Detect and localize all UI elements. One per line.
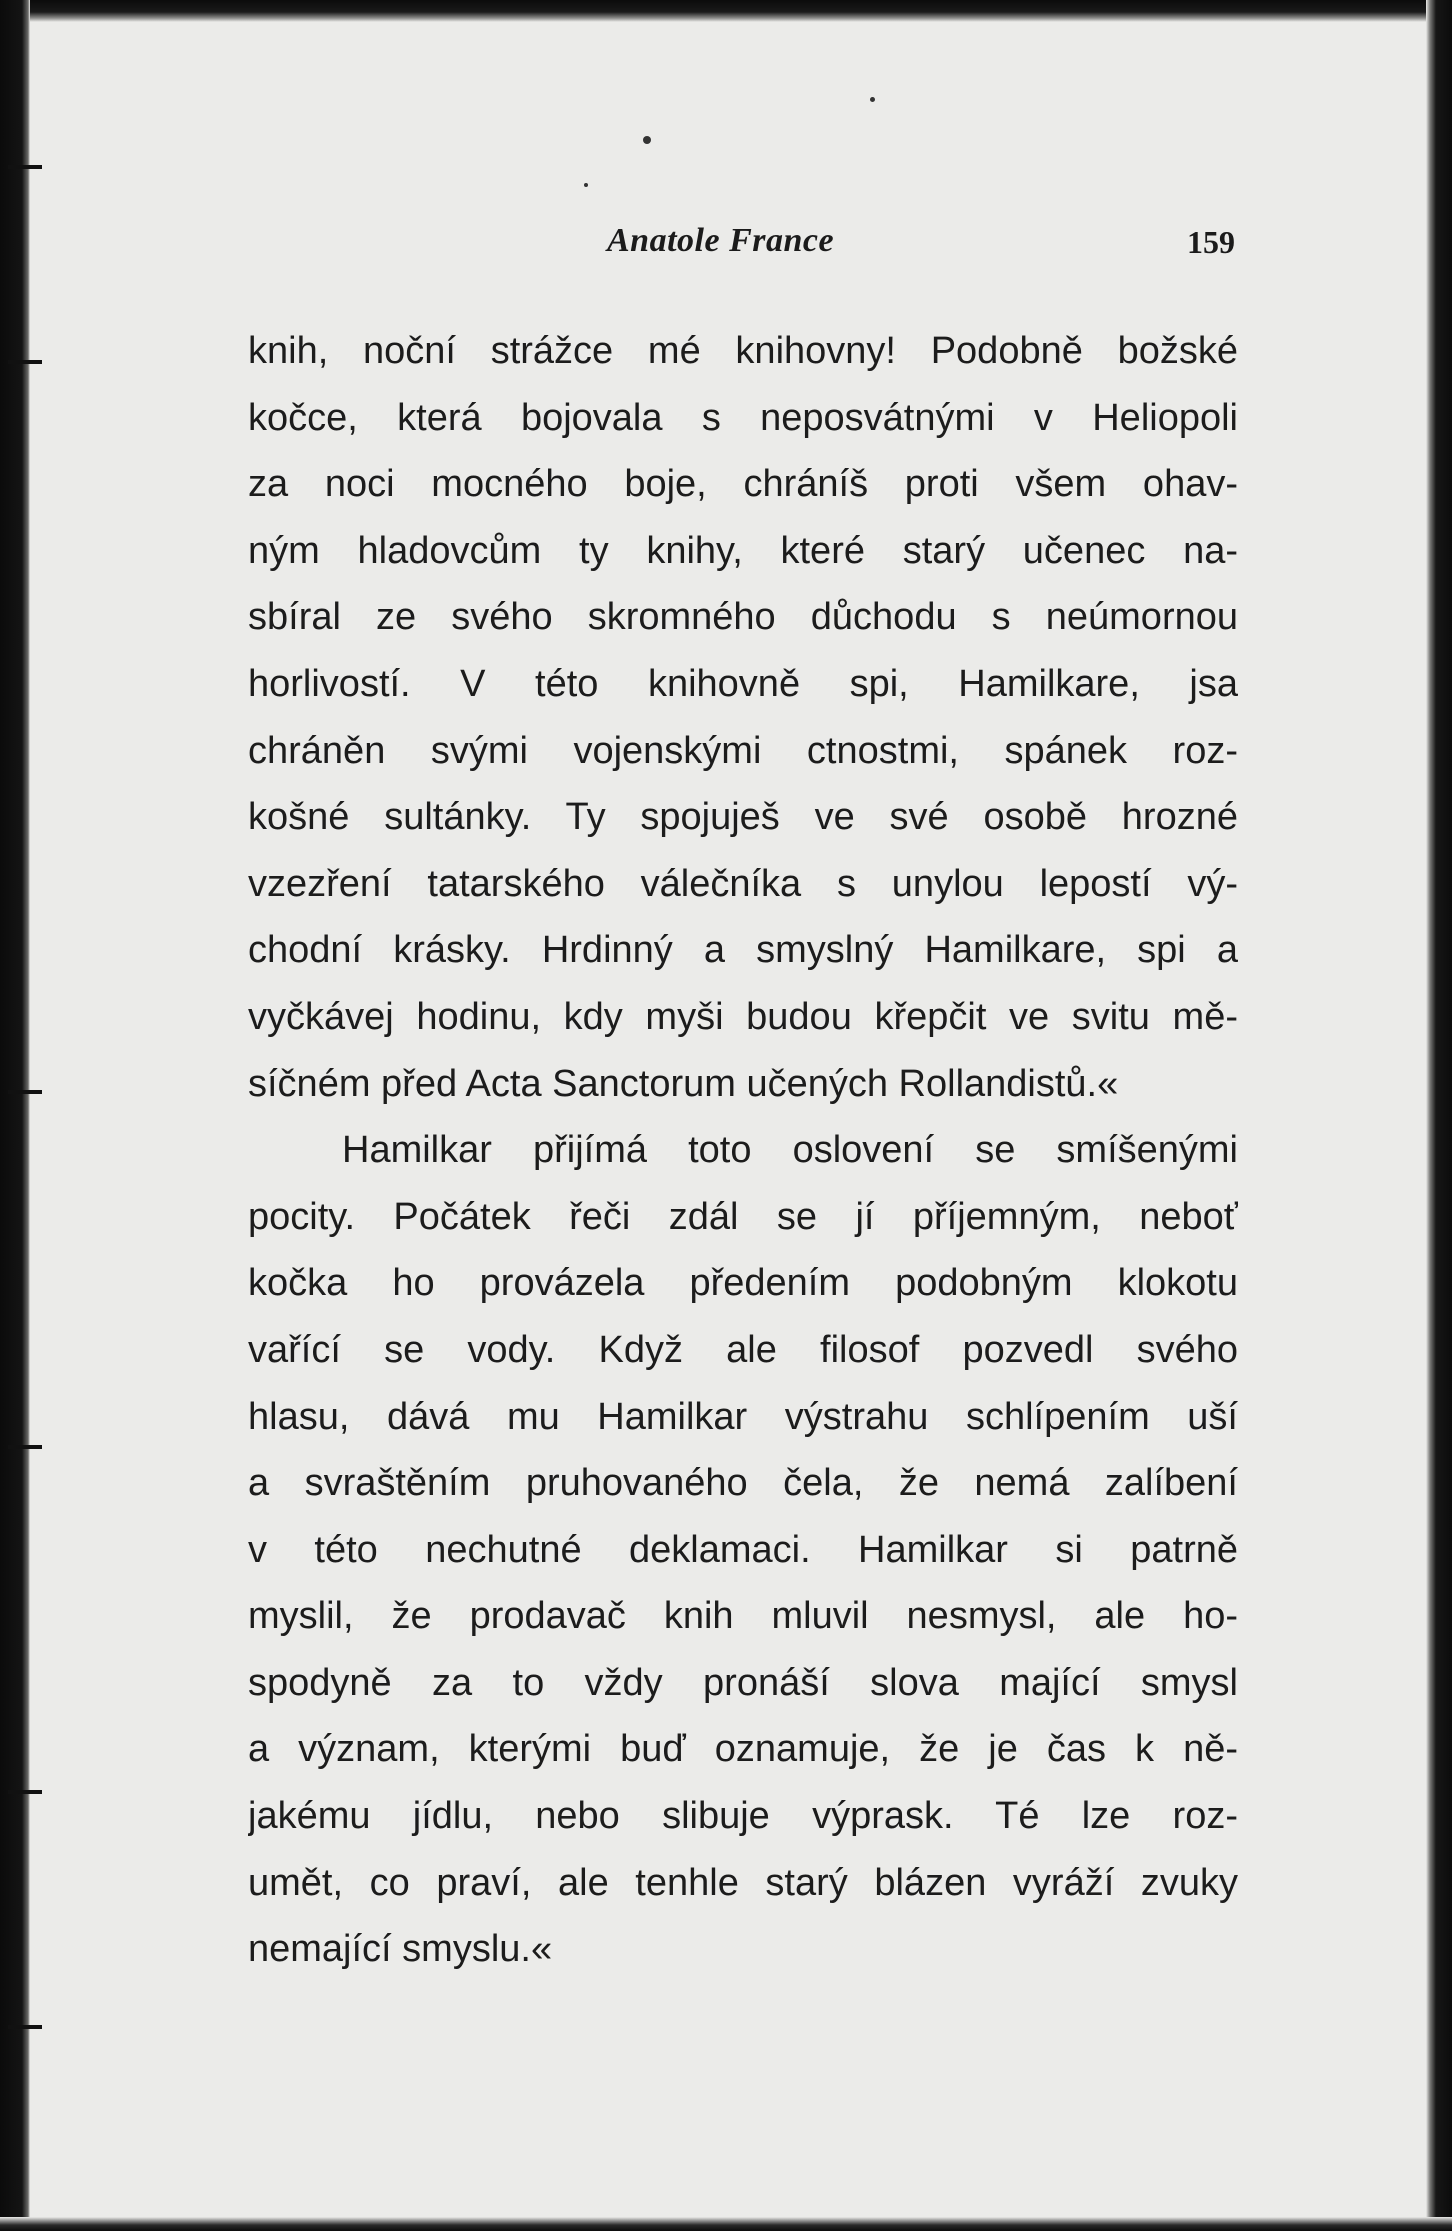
text-line: síčném před Acta Sanctorum učených Rollandistů.« <box>248 1062 1119 1105</box>
text-line: horlivostí. V této knihovně spi, Hamilkare, jsa <box>248 662 1238 705</box>
scan-edge-bottom <box>0 2217 1452 2231</box>
binding-mark <box>8 165 42 169</box>
text-line: chodní krásky. Hrdinný a smyslný Hamilkare, spi a <box>248 929 1238 972</box>
text-line: za noci mocného boje, chráníš proti všem ohav- <box>248 463 1238 506</box>
ink-speck <box>870 97 875 102</box>
text-line: umět, co praví, ale tenhle starý blázen vyráží zvuky <box>248 1861 1238 1904</box>
text-line: chráněn svými vojenskými ctnostmi, spánek roz- <box>248 729 1238 772</box>
binding-mark <box>8 360 42 364</box>
binding-mark <box>8 1090 42 1094</box>
text-line: pocity. Počátek řeči zdál se jí příjemným, neboť <box>248 1195 1238 1238</box>
ink-speck <box>584 183 588 187</box>
scan-edge-top <box>0 0 1452 22</box>
text-line: kočka ho provázela předením podobným klokotu <box>248 1262 1238 1305</box>
text-line: vyčkávej hodinu, kdy myši budou křepčit ve svitu mě- <box>248 995 1238 1038</box>
paragraph <box>248 1117 1238 1983</box>
text-line: vzezření tatarského válečníka s unylou lepostí vý- <box>248 862 1238 905</box>
text-line: a svraštěním pruhovaného čela, že nemá zalíbení <box>248 1462 1238 1505</box>
text-line: kočce, která bojovala s neposvátnými v Heliopoli <box>248 396 1238 439</box>
text-line: v této nechutné deklamaci. Hamilkar si patrně <box>248 1528 1238 1571</box>
text-line: sbíral ze svého skromného důchodu s neúmornou <box>248 596 1238 639</box>
body-text <box>248 318 1238 1983</box>
paragraph <box>248 318 1238 1117</box>
scan-edge-left <box>0 0 30 2231</box>
text-line: knih, noční strážce mé knihovny! Podobně božské <box>248 330 1238 372</box>
text-line: a význam, kterými buď oznamuje, že je čas k ně- <box>248 1728 1238 1771</box>
binding-mark <box>8 2025 42 2029</box>
scan-edge-right <box>1426 0 1452 2231</box>
text-line: Hamilkar přijímá toto oslovení se smíšenými <box>342 1129 1238 1172</box>
ink-speck <box>643 136 651 144</box>
text-line: myslil, že prodavač knih mluvil nesmysl, ale ho- <box>248 1595 1238 1638</box>
text-line: nemající smyslu.« <box>248 1928 553 1971</box>
text-line: hlasu, dává mu Hamilkar výstrahu schlípením uší <box>248 1395 1238 1438</box>
text-line: ným hladovcům ty knihy, které starý učenec na- <box>248 529 1238 572</box>
running-head-title: Anatole France <box>607 222 835 259</box>
text-line: košné sultánky. Ty spojuješ ve své osobě hrozné <box>248 796 1238 839</box>
binding-mark <box>8 1790 42 1794</box>
page-number: 159 <box>1187 224 1235 260</box>
text-line: vařící se vody. Když ale filosof pozvedl svého <box>248 1328 1238 1371</box>
text-line: jakému jídlu, nebo slibuje výprask. Té lze roz- <box>248 1795 1238 1838</box>
running-head <box>250 222 1235 272</box>
binding-mark <box>8 1445 42 1449</box>
text-line: spodyně za to vždy pronáší slova mající smysl <box>248 1661 1238 1704</box>
